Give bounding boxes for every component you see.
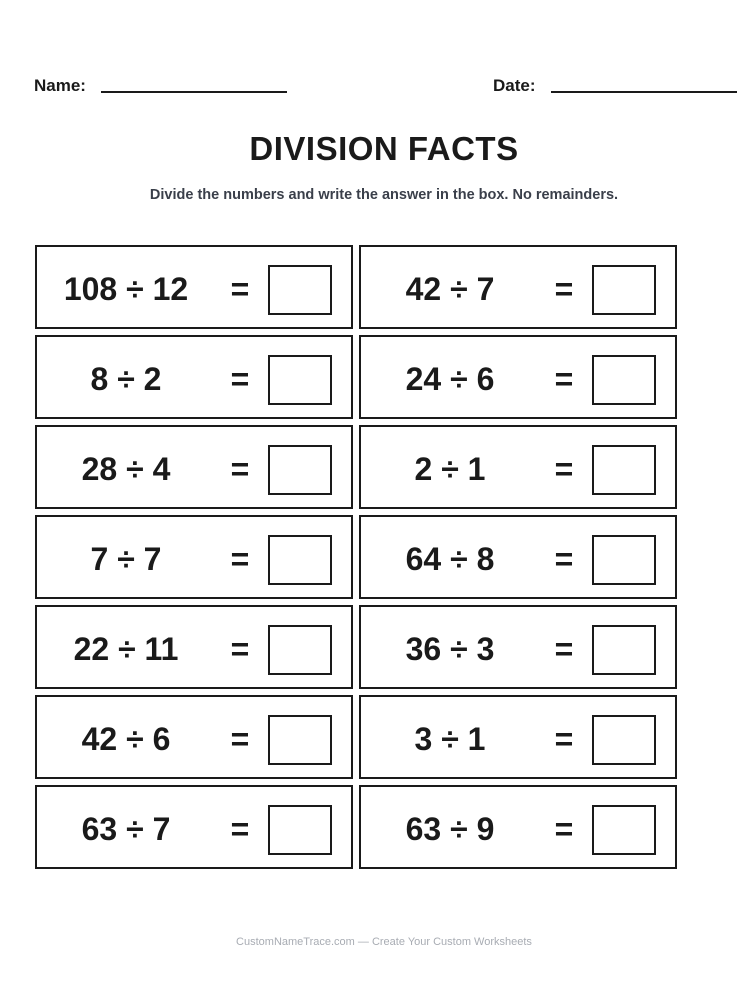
equals-sign: = — [554, 451, 574, 487]
equals-sign: = — [230, 361, 250, 397]
problem-cell — [359, 785, 677, 869]
problem-expression: 63 ÷ 7 — [81, 811, 171, 847]
equals-sign: = — [230, 451, 250, 487]
equals-sign: = — [230, 271, 250, 307]
problem-cell — [35, 605, 353, 689]
problem-cell — [35, 425, 353, 509]
equals-sign: = — [554, 271, 574, 307]
answer-box[interactable] — [592, 445, 656, 495]
instructions: Divide the numbers and write the answer in the box. No remainders. — [149, 187, 619, 203]
equals-sign: = — [230, 811, 250, 847]
footer-credit: CustomNameTrace.com — Create Your Custom Worksheets — [236, 936, 532, 948]
problem-grid — [35, 245, 682, 875]
equals-sign: = — [554, 721, 574, 757]
problem-expression: 42 ÷ 7 — [405, 271, 495, 307]
problem-cell — [35, 245, 353, 329]
answer-box[interactable] — [592, 355, 656, 405]
problem-cell — [35, 515, 353, 599]
problem-expression: 63 ÷ 9 — [405, 811, 495, 847]
problem-expression: 42 ÷ 6 — [81, 721, 171, 757]
date-line[interactable] — [551, 91, 737, 93]
problem-cell — [359, 245, 677, 329]
answer-box[interactable] — [268, 445, 332, 495]
problem-expression: 108 ÷ 12 — [63, 271, 189, 307]
answer-box[interactable] — [268, 805, 332, 855]
name-label: Name: — [34, 76, 86, 95]
equals-sign: = — [554, 541, 574, 577]
problem-cell — [359, 605, 677, 689]
problem-cell — [35, 785, 353, 869]
equals-sign: = — [230, 541, 250, 577]
name-line[interactable] — [101, 91, 287, 93]
problem-expression: 7 ÷ 7 — [90, 541, 162, 577]
problem-expression: 28 ÷ 4 — [81, 451, 171, 487]
worksheet-title: DIVISION FACTS — [249, 130, 519, 167]
problem-cell — [35, 335, 353, 419]
equals-sign: = — [230, 631, 250, 667]
problem-expression: 24 ÷ 6 — [405, 361, 495, 397]
equals-sign: = — [230, 721, 250, 757]
answer-box[interactable] — [592, 805, 656, 855]
answer-box[interactable] — [592, 625, 656, 675]
problem-cell — [35, 695, 353, 779]
problem-expression: 3 ÷ 1 — [414, 721, 486, 757]
equals-sign: = — [554, 811, 574, 847]
answer-box[interactable] — [268, 535, 332, 585]
problem-expression: 64 ÷ 8 — [405, 541, 495, 577]
equals-sign: = — [554, 361, 574, 397]
problem-expression: 8 ÷ 2 — [90, 361, 162, 397]
problem-expression: 36 ÷ 3 — [405, 631, 495, 667]
answer-box[interactable] — [592, 265, 656, 315]
problem-cell — [359, 425, 677, 509]
answer-box[interactable] — [592, 535, 656, 585]
equals-sign: = — [554, 631, 574, 667]
problem-cell — [359, 695, 677, 779]
date-label: Date: — [493, 76, 536, 95]
header-row — [34, 76, 738, 98]
problem-expression: 22 ÷ 11 — [73, 631, 179, 667]
answer-box[interactable] — [592, 715, 656, 765]
answer-box[interactable] — [268, 715, 332, 765]
problem-cell — [359, 515, 677, 599]
answer-box[interactable] — [268, 625, 332, 675]
answer-box[interactable] — [268, 265, 332, 315]
problem-cell — [359, 335, 677, 419]
answer-box[interactable] — [268, 355, 332, 405]
problem-expression: 2 ÷ 1 — [414, 451, 486, 487]
